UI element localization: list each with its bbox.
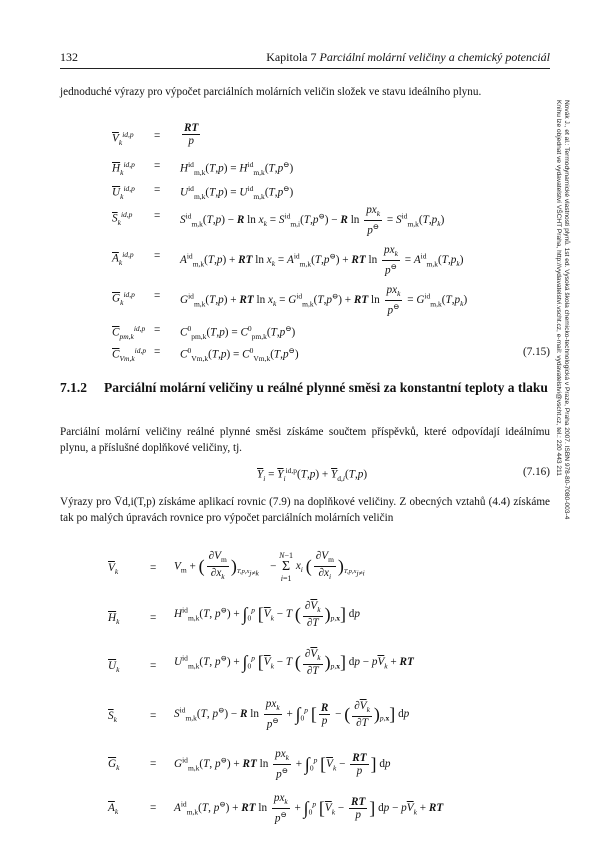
eq-H-real: $\overline{H}_k$ = $H^{id}_{m,k}(T$, $p^⊖) + \int_0^p$ [$\overline{V}_k - T$ ( $\frac{\partial\overline{V}_k}{\partial T}$ )$_{p,x}$] dp [108,600,360,630]
equation-number-7-16: (7.16) [522,466,550,478]
section-heading [60,379,550,419]
eq-G-real: $\overline{G}_k$ = $G^{id}_{m,k}(T$, p⊖) + RT ln $\frac{px_k}{p^⊖}$ + $\int_0^p$ [$\overline{V}_k$ − $\frac{RT}{p}$ ] dp [108,748,391,781]
intro-paragraph: jednoduché výrazy pro výpočet parciálních molárních veličin složek ve stavu ideálního plynu. [60,86,482,98]
section-number: 7.1.2 [60,380,87,395]
paragraph-real-mixture: Parciální molární veličiny reálné plynné směsi získáme součtem příspěvků, které odpovídají ideálnímu plynu, a příslušné doplňkové veličiny, tj. [60,426,550,454]
running-title: Kapitola 7 Parciální molární veličiny a chemický potenciál [266,50,550,64]
page-number: 132 [60,50,78,64]
equation-7-16: $\overline{Y}_i = \overline{Y}_i^{id,p}(T,p) + \overline{Y}_{d,i}(T,p)$ (7.16) [257,466,550,483]
eq-Cp-ideal: $\overline{C}_{pm,k}^{id,p}$ = $C^0_{pm,k}(T,p) = C^0_{pm,k}(T,p^⊖)$ [112,324,296,341]
section-title: Parciální molární veličiny u reálné plynné směsi za konstantní teploty a tlaku [104,380,548,395]
eq-A-real: $\overline{A}_k$ = $A^{id}_{m,k}(T$, p⊖) + RT ln $\frac{px_k}{p^⊖}$ + $\int_0^p$ [$\overline{V}_k$ − $\frac{RT}{p}$ ] dp − $p\overline{V}_k$ + RT [108,792,444,825]
eq-G-ideal: $\overline{G}_k^{id,p}$ = $G^{id}_{m,k}(T,p)$ + RT $\ln x_k = G^{id}_{m,k}(T,p^⊖)$ + RT ln $\frac{px_k}{p^⊖}$ = $G^{id}_{m,k}(T,p_k)$ [112,284,468,317]
header-rule [60,68,550,69]
eq-S-real: $\overline{S}_k$ = $S^{id}_{m,k}(T$, p⊖) − R ln $\frac{px_k}{p^⊖}$ + $\int_0^p$ [ $\frac{R}{p}$ − ( $\frac{\partial\overline{V}_k}{\partial T}$ )$_{p,x}$] dp [108,698,410,731]
eq-Cv-ideal: $\overline{C}_{Vm,k}^{id,p}$ = $C^0_{Vm,k}(T,p) = C^0_{Vm,k}(T,p^⊖)$ (7.15) [112,346,550,363]
eq-V-real: $\overline{V}_k$ = $V_m$ + ( $\frac{\partial V_m}{\partial x_k}$ )$_{T,p,x_{j\ne k}}$ − N−1 Σ i=1 $x_i$ ( $\frac{\partial V_m}{\partial x_i}$ )$_{T,p,x_{j\ne i}}$ [108,550,365,583]
eq-S-ideal: $\overline{S}_k^{id,p}$ = $S^{id}_{m,k}(T,p) - R$ $\ln x_k = S^{id}_{m,i}(T,p^⊖) - R$ ln $\frac{px_k}{p^⊖}$ = $S^{id}_{m,k}(T,p_k)$ [112,204,445,237]
eq-H-ideal: $\overline{H}_k^{id,p}$ = $H^{id}_{m,k}(T,p) = H^{id}_{m,k}(T,p^⊖)$ [112,160,294,177]
eq-A-ideal: $\overline{A}_k^{id,p}$ = $A^{id}_{m,k}(T,p)$ + RT $\ln x_k = A^{id}_{m,k}(T,p^⊖)$ + RT ln $\frac{px_k}{p^⊖}$ = $A^{id}_{m,k}(T,p_k)$ [112,244,464,277]
citation-line-1: Novák J., et al.: Termodynamické vlastnosti plynů. 1st ed. Vysoká škola chemicko-technologická v Praze, Praha 2007. ISBN 978-80-7080-003-4 [563,100,570,520]
citation-line-2: Knihu lze objednat ve vydavatelství VŠCHT Praha, http://vydavatelstvi.vscht.cz, e-mail: vydavatelstvi@vscht.cz, tel.: 220 443 211 [555,100,562,476]
eq-U-ideal: $\overline{U}_k^{id,p}$ = $U^{id}_{m,k}(T,p) = U^{id}_{m,k}(T,p^⊖)$ [112,184,294,201]
eq-U-real: $\overline{U}_k$ = $U^{id}_{m,k}(T$, $p^⊖) + \int_0^p$ [$\overline{V}_k - T$ ( $\frac{\partial\overline{V}_k}{\partial T}$ )$_{p,x}$] dp − $p\overline{V}_k$ + RT [108,648,414,678]
eq-V-ideal: $\overline{V}_k^{id,p}$ = $\frac{RT}{p}$ [112,122,199,147]
citation-sidebar [554,100,570,660]
equation-number-7-15: (7.15) [522,346,550,358]
paragraph-derivation: Výrazy pro V̄d,i(T,p) získáme aplikací rovnic (7.9) na doplňkové veličiny. Z obecných vztahů (4.4) získáme tak po malých úpravách rovnice pro výpočet parciálních molárních veličin [60,496,550,524]
